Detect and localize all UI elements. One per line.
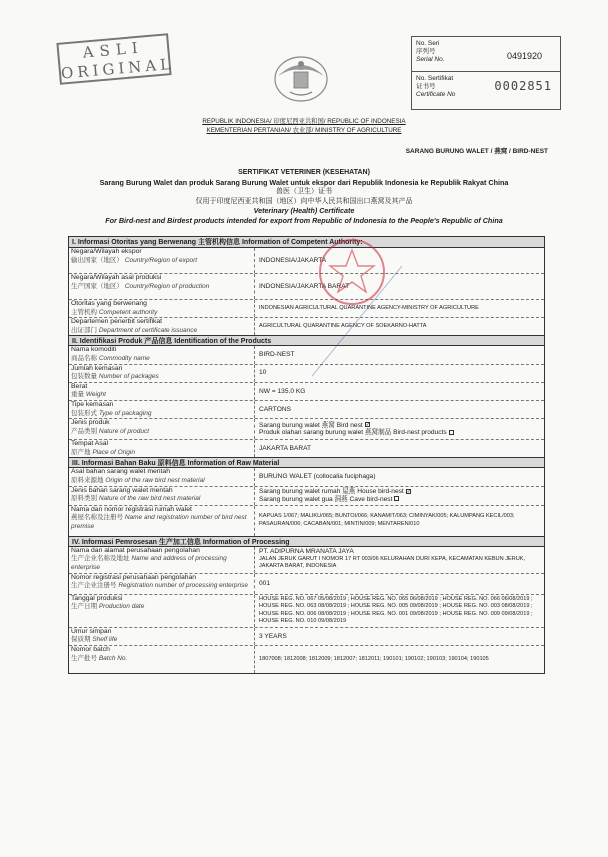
field-label-id: Departemen penerbit sertifikat xyxy=(71,318,163,326)
field-label-zh: 生产企业名称及地址 xyxy=(71,555,130,563)
product-tag: SARANG BURUNG WALET / 燕窝 / BIRD-NEST xyxy=(405,148,548,155)
field-label-en: Department of certificate issuance xyxy=(98,326,198,334)
field-value-text: CARTONS xyxy=(259,405,291,413)
unchecked-box-icon xyxy=(449,430,454,435)
field-label xyxy=(69,248,255,273)
field-value-text: BIRD-NEST xyxy=(259,351,295,359)
section-1-header: I. Informasi Otoritas yang Berwenang 主管机构信息 Information of Competent Authority: xyxy=(69,237,544,248)
field-value-text: KAPUAS 1/067; MALIKU/065; BUNTOI/066; KANAMIT/063; CIMINYAK/005; KALUMPANG KECIL/003; PASAURAN/006; CACABAN/001; MINTIN/009; MENTAREN/010 xyxy=(259,512,515,527)
field-value-text: AGRICULTURAL QUARANTINE AGENCY OF SOEKARNO-HATTA xyxy=(259,322,427,329)
garuda-emblem-icon xyxy=(272,52,330,104)
field-label-en: Competent authority xyxy=(98,308,158,316)
stamp-line-2: ORIGINAL xyxy=(60,54,175,83)
field-label-zh: 原料类别 xyxy=(71,495,97,503)
field-label-id: Jenis produk xyxy=(71,419,110,427)
field-label xyxy=(69,318,255,335)
field-label-zh-en xyxy=(71,495,252,504)
table-row xyxy=(69,547,544,574)
subtitle-zh: 仅用于印度尼西亚共和国（地区）向中华人民共和国出口燕窝及其产品 xyxy=(195,197,413,205)
field-label xyxy=(69,419,255,439)
field-label-id: Nama komoditi xyxy=(71,346,117,354)
field-value-text: HOUSE REG. NO. 067 05/08/2019 ; HOUSE REG. NO. 065 06/08/2019 ; HOUSE REG. NO. 066 06/08/2019 ; HOUSE REG. NO. 063 08/08/2019 ; HOUSE REG. NO. 005 09/08/2019 ; HOUSE REG. NO. 003 08/08/2019 ; HOUSE REG. NO. 006 08/08/2019 ; HOUSE REG. NO. 001 09/08/2019 ; HOUSE REG. NO. 009 09/08/2019 ; HOUSE REG. NO. 010 09/08/2019 xyxy=(259,595,533,625)
field-label-en: Weight xyxy=(85,391,106,399)
title-en: Veterinary (Health) Certificate xyxy=(253,206,355,215)
field-value xyxy=(255,506,544,536)
field-label-zh-en xyxy=(71,636,252,645)
field-label-zh-en xyxy=(71,514,252,531)
field-label-zh-en xyxy=(71,477,252,486)
option-2 xyxy=(259,429,540,437)
field-label-en: Number of packages xyxy=(98,373,159,381)
subtitle-en: For Bird-nest and Birdest products intended for export from Republic of Indonesia to the People's Republic of China xyxy=(105,215,503,225)
field-label-id: Asal bahan sarang walet mentah xyxy=(71,468,170,476)
field-label xyxy=(69,646,255,673)
field-label xyxy=(69,300,255,317)
certificate-no-label: No. Sertifikat xyxy=(416,75,454,82)
field-value-text: NW = 135.0 KG xyxy=(259,387,306,395)
field-value xyxy=(255,646,544,673)
field-value xyxy=(255,468,544,485)
certificate-no-label-en: Certificate No xyxy=(416,91,456,98)
serial-label-zh: 序列号 xyxy=(416,48,436,55)
field-label-zh: 包装形式 xyxy=(71,409,97,417)
table-row xyxy=(69,401,544,419)
table-row xyxy=(69,468,544,486)
field-label-id: Tempat Asal xyxy=(71,440,109,448)
title-id: SERTIFIKAT VETERINER (KESEHATAN) xyxy=(238,169,370,176)
field-label-zh-en xyxy=(71,391,252,400)
field-label-id: Umur simpan xyxy=(71,627,112,635)
field-value xyxy=(255,628,544,645)
field-label-en: Commodity name xyxy=(98,354,150,362)
field-value xyxy=(255,574,544,594)
original-stamp xyxy=(56,33,175,85)
field-value-text: PT. ADIPURNA MRANATA JAYA xyxy=(259,548,354,556)
field-value-text: 10 xyxy=(259,369,267,377)
field-label-zh-en xyxy=(71,257,252,266)
checked-box-icon: ✓ xyxy=(406,488,411,495)
field-value xyxy=(255,401,544,418)
field-label-id: Negara/Wilayah asal produksi xyxy=(71,274,162,281)
field-label-id: Nama dan nomor registrasi rumah walet xyxy=(71,505,192,513)
field-label xyxy=(69,274,255,299)
field-label xyxy=(69,401,255,418)
option-1-label: Sarang burung walet rumah 屋燕 House bird-nest xyxy=(259,487,404,495)
table-row xyxy=(69,506,544,536)
field-label-zh: 生产日期 xyxy=(71,603,97,611)
certificate-number: 0002851 xyxy=(494,79,552,93)
field-value-text-2: JALAN JERUK GARUT I NOMOR 17 RT 003/06 KELURAHAN DURI KEPA, KECAMATAN KEBUN JERUK, JAKARTA BARAT, INDONESIA xyxy=(259,555,526,570)
field-label-zh: 原产地 xyxy=(71,448,91,456)
field-value-text: BURUNG WALET (collocalia fuciphaga) xyxy=(259,473,376,481)
field-label-id: Jumlah kemasan xyxy=(71,364,123,372)
field-label-zh-en xyxy=(71,283,252,292)
field-label-id: Berat xyxy=(71,382,88,390)
field-value xyxy=(255,547,544,573)
field-label-en: Production date xyxy=(98,603,145,611)
option-2-label: Sarang burung walet gua 洞燕 Cave bird-nest xyxy=(259,495,393,503)
field-label-zh-en xyxy=(71,582,252,591)
field-label-id: Tanggal produksi xyxy=(71,594,123,602)
field-value-text: 3 YEARS xyxy=(259,632,287,640)
stamp-line-1: ASLI xyxy=(82,38,145,62)
field-label-en: Country/Region of export xyxy=(124,256,198,264)
field-label-zh-en xyxy=(71,410,252,419)
field-label xyxy=(69,487,255,505)
serial-box xyxy=(411,36,561,110)
field-label xyxy=(69,547,255,573)
field-label xyxy=(69,346,255,363)
field-label-en: Registration number of processing enterprise xyxy=(118,582,249,590)
field-label-zh: 包装数量 xyxy=(71,373,97,381)
option-1-label: Sarang burung walet 燕窝 Bird nest xyxy=(259,421,363,429)
field-label-id: Jenis bahan sarang walet mentah xyxy=(71,486,173,494)
field-label-zh: 重量 xyxy=(71,391,84,399)
field-label-en: Nature of product xyxy=(98,427,150,435)
field-label xyxy=(69,506,255,536)
option-1 xyxy=(259,488,540,496)
field-label-zh-en xyxy=(71,555,252,572)
field-label-id: Negara/Wilayah ekspor xyxy=(71,248,142,255)
field-label-zh-en xyxy=(71,655,252,664)
title-zh: 兽医（卫生）证书 xyxy=(276,188,332,195)
field-label-zh: 生产企业注册号 xyxy=(71,582,117,590)
ministry-line-2: KEMENTERIAN PERTANIAN/ 农业部/ MINISTRY OF AGRICULTURE xyxy=(206,127,402,134)
table-row xyxy=(69,487,544,506)
table-row xyxy=(69,628,544,646)
section-4-header: IV. Informasi Pemrosesan 生产加工信息 Information of Processing xyxy=(69,536,544,547)
field-label-en: Shelf life xyxy=(92,636,118,644)
field-label-id: Nomor registrasi perusahaan pengolahan xyxy=(71,573,197,581)
red-seal-icon xyxy=(292,236,412,386)
unchecked-box-icon xyxy=(394,496,399,501)
option-2 xyxy=(259,496,540,504)
field-label-id: Tipe kemasan xyxy=(71,400,114,408)
subtitle-id: Sarang Burung Walet dan produk Sarang Burung Walet untuk ekspor dari Republik Indonesia ke Republik Rakyat China xyxy=(99,177,509,187)
table-row xyxy=(69,595,544,628)
serial-label: No. Seri xyxy=(416,40,440,47)
field-label-zh-en xyxy=(71,428,252,437)
serial-number: 0491920 xyxy=(506,51,542,61)
field-label-en: Type of packaging xyxy=(98,409,152,417)
option-2-label: Produk olahan sarang burung walet 燕窝制品 Bird-nest products xyxy=(259,429,447,437)
field-label xyxy=(69,440,255,457)
field-label-en: Country/Region of production xyxy=(124,282,210,290)
field-label xyxy=(69,574,255,594)
field-value-text: INDONESIA/JAKARTA xyxy=(259,256,327,264)
section-3-header: III. Informasi Bahan Baku 原料信息 Information of Raw Material xyxy=(69,457,544,468)
field-label xyxy=(69,365,255,382)
field-label-id: Otoritas yang berwenang xyxy=(71,300,147,307)
field-label-zh: 原料来源地 xyxy=(71,476,104,484)
field-value xyxy=(255,595,544,627)
field-label-zh: 主管机构 xyxy=(71,308,97,316)
field-label-en: Place of Origin xyxy=(92,448,135,456)
field-label-zh: 产品类别 xyxy=(71,427,97,435)
field-label xyxy=(69,383,255,400)
field-label-zh-en xyxy=(71,309,252,318)
field-label-zh-en xyxy=(71,373,252,382)
serial-label-en: Serial No. xyxy=(416,56,445,63)
option-1 xyxy=(259,422,540,430)
field-label xyxy=(69,595,255,627)
field-label-zh-en xyxy=(71,449,252,458)
field-label-id: Nomor batch xyxy=(71,646,110,654)
field-label-en: Nature of the raw bird nest material xyxy=(98,495,201,503)
field-value-text: JAKARTA BARAT xyxy=(259,444,312,452)
field-label-zh: 保质期 xyxy=(71,636,91,644)
field-label-en: Name and registration number of bird nest premise xyxy=(71,514,247,530)
field-label-zh: 输出国家（地区） xyxy=(71,256,123,264)
field-label xyxy=(69,628,255,645)
table-row xyxy=(69,574,544,595)
field-label-zh-en xyxy=(71,355,252,364)
field-label-en: Name and address of processing enterprise xyxy=(71,555,227,571)
field-label-id: Nama dan alamat perusahaan pengolahan xyxy=(71,546,200,554)
checked-box-icon: ✓ xyxy=(365,422,370,429)
field-label-zh: 燕屋名称及注册号 xyxy=(71,514,123,522)
field-value-text: 1807008; 1812008; 1812009; 1812007; 1812011; 190101; 190102; 190103; 190104; 190105 xyxy=(259,655,489,662)
field-label-zh: 生产国家（地区） xyxy=(71,282,123,290)
field-value-text: INDONESIAN AGRICULTURAL QUARANTINE AGENCY-MINISTRY OF AGRICULTURE xyxy=(259,304,479,311)
field-label-zh-en xyxy=(71,327,252,336)
field-label-zh: 生产批号 xyxy=(71,654,97,662)
section-2-header: II. Identifikasi Produk 产品信息 Identification of the Products xyxy=(69,335,544,346)
field-value xyxy=(255,440,544,457)
field-value xyxy=(255,419,544,439)
field-label-zh: 出证部门 xyxy=(71,326,97,334)
table-row xyxy=(69,646,544,673)
field-value-text: 001 xyxy=(259,579,271,587)
field-label-en: Origin of the raw bird nest material xyxy=(105,476,205,484)
field-label-zh: 商品名称 xyxy=(71,354,97,362)
field-label xyxy=(69,468,255,485)
field-value-text: INDONESIA/JAKARTA BARAT xyxy=(259,282,350,290)
field-label-en: Batch No. xyxy=(98,654,128,662)
table-row xyxy=(69,419,544,440)
field-label-zh-en xyxy=(71,603,252,612)
title-block xyxy=(0,168,608,225)
certificate-no-label-zh: 证书号 xyxy=(416,83,436,90)
ministry-line-1: REPUBLIK INDONESIA/ 印度尼西亚共和国/ REPUBLIC OF INDONESIA xyxy=(202,118,406,125)
table-row xyxy=(69,440,544,457)
field-value xyxy=(255,487,544,505)
